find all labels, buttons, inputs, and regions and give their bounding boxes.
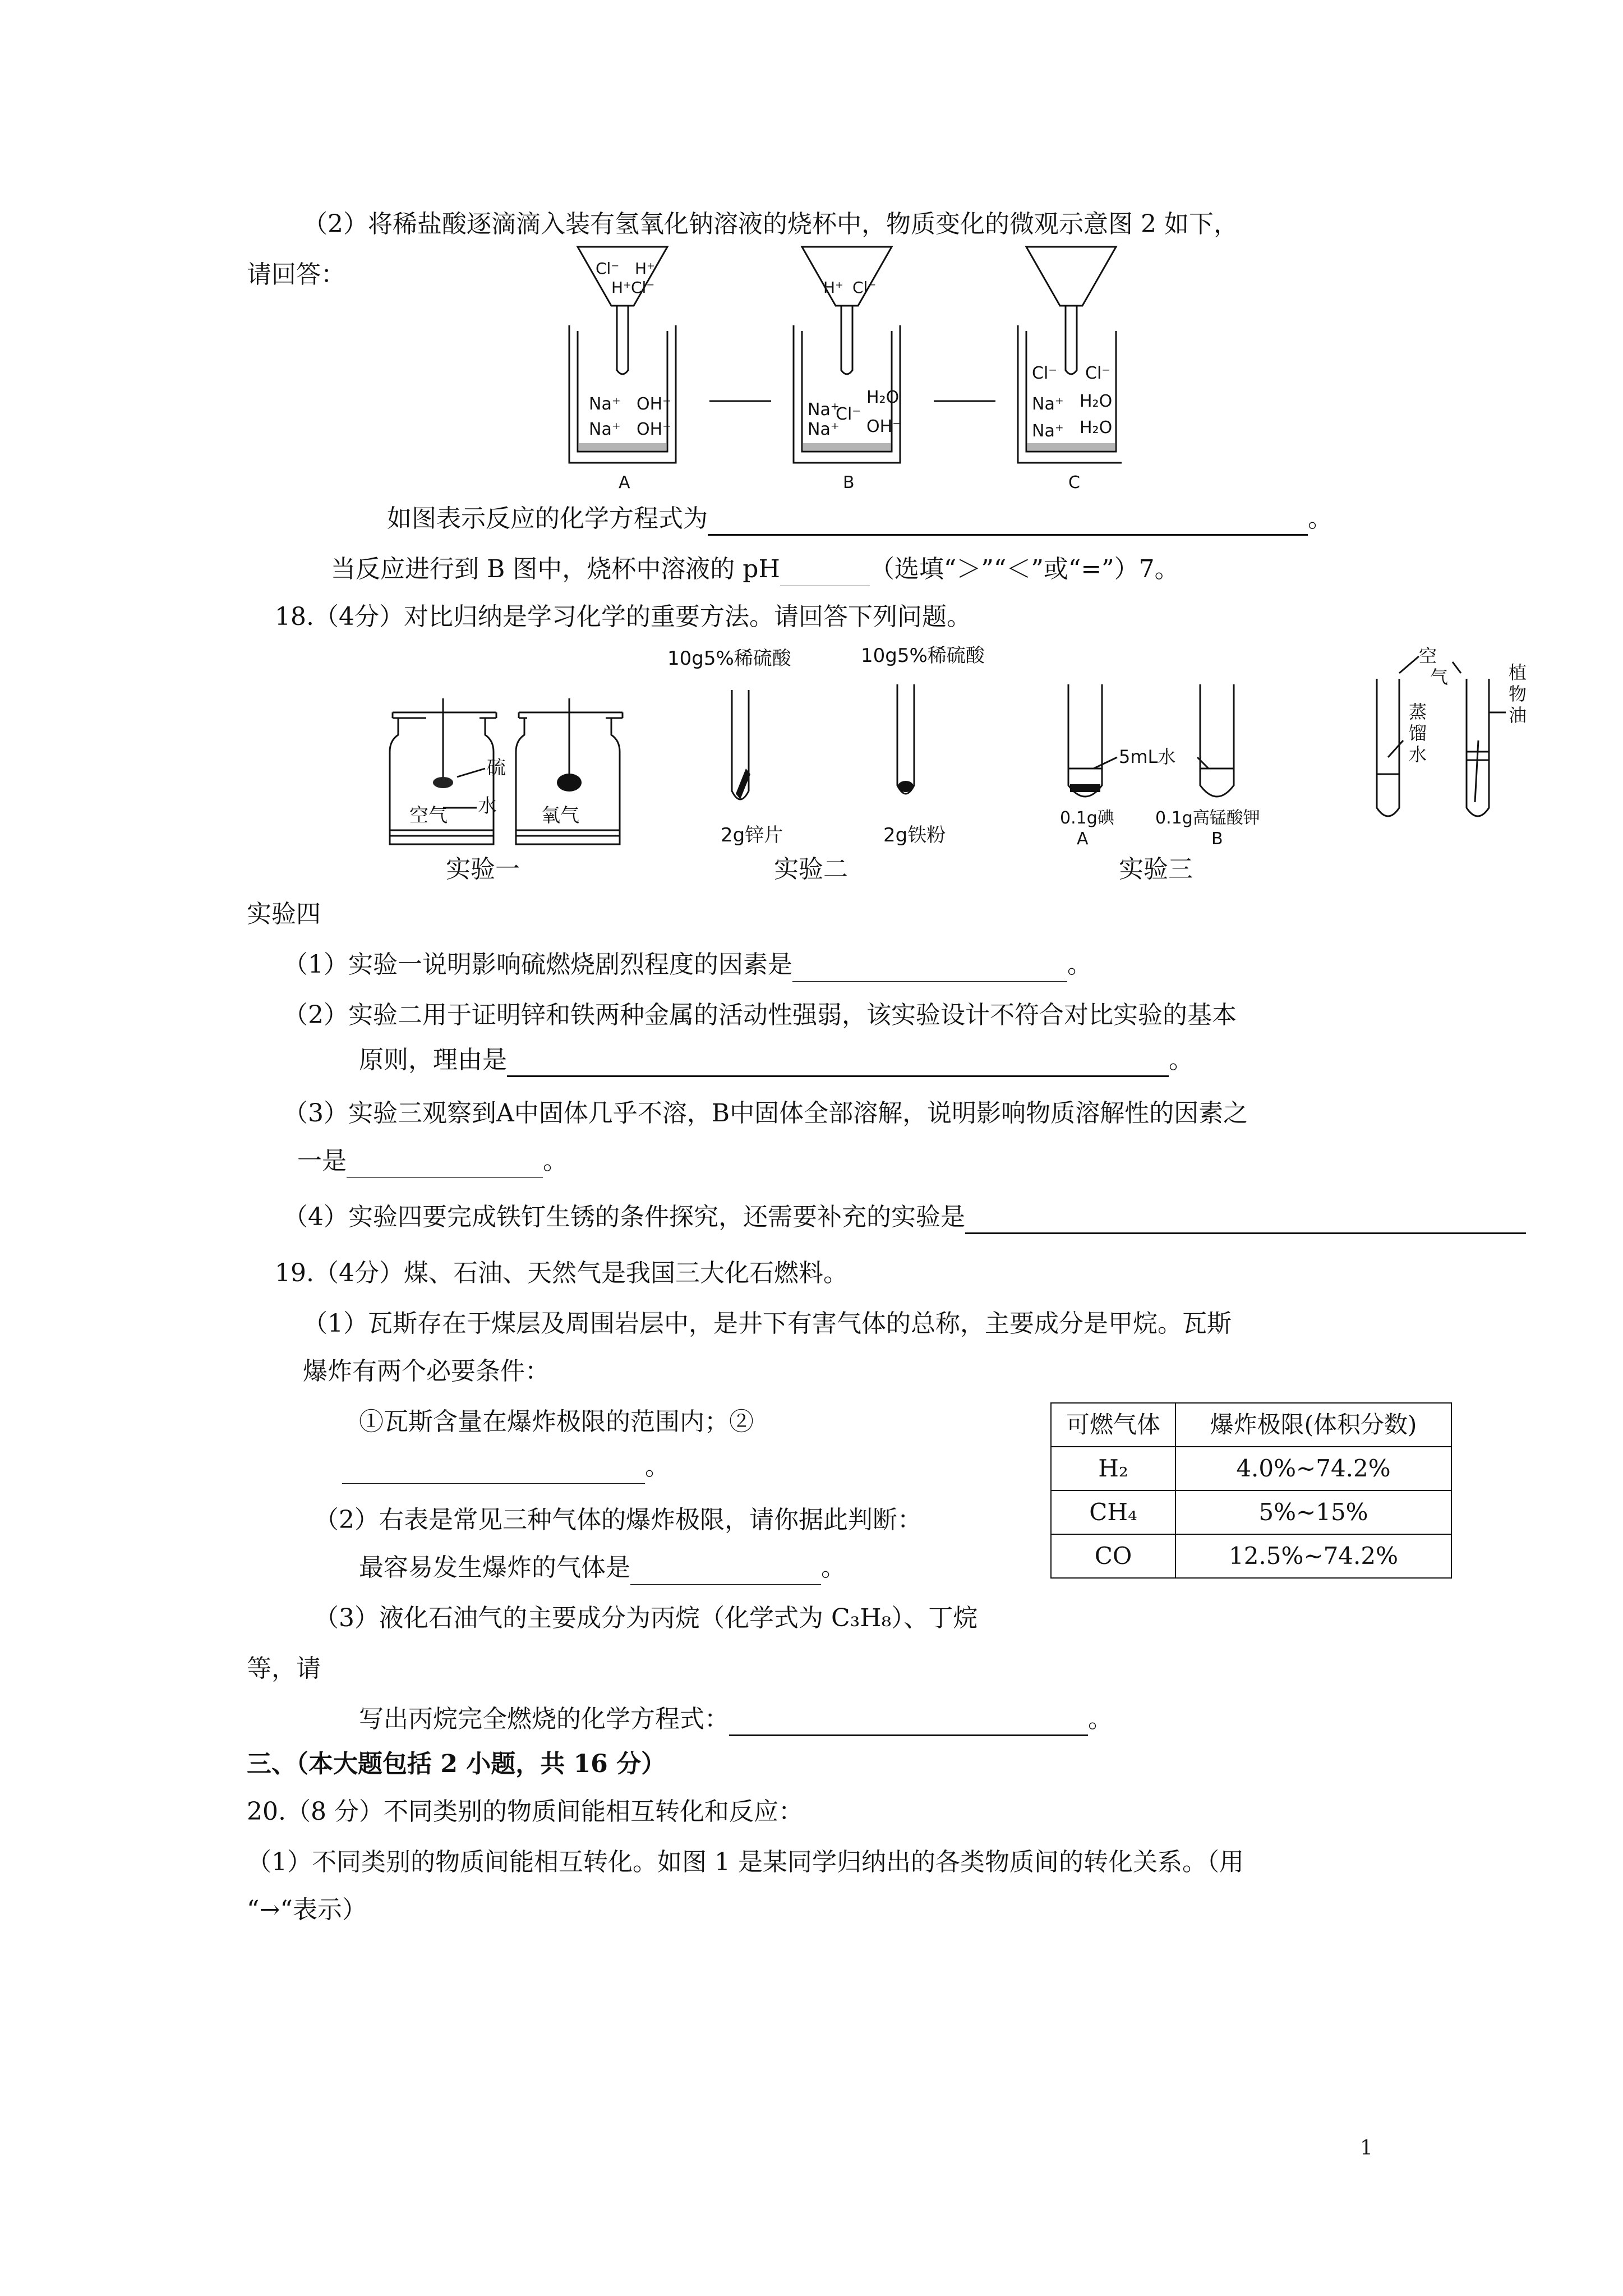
q17-2-ph-prompt: 当反应进行到 B 图中，烧杯中溶液的 pH: [331, 555, 780, 583]
ion-a-2: Na⁺: [589, 420, 621, 439]
q17-2-ph-blank[interactable]: [780, 561, 870, 586]
q18-sub3b-text: 一是: [297, 1147, 347, 1175]
q18-sub2-end: 。: [1169, 1046, 1193, 1074]
exp1-label-water: 水: [478, 795, 497, 817]
q19-sub3a: （3）液化石油气的主要成分为丙烷（化学式为 C₃H₈）、丁烷: [314, 1604, 978, 1632]
exp3-kmno4: 0.1g高锰酸钾: [1155, 808, 1260, 828]
q18-sub4-line: [283, 1200, 1526, 1234]
ion-c-0: Cl⁻: [1032, 364, 1058, 383]
table-header-row: [1051, 1403, 1451, 1447]
table-cell-gas: CH₄: [1051, 1490, 1175, 1534]
table-row: [1051, 1534, 1451, 1578]
experiment-1-figure: [381, 696, 628, 853]
q19-sub1c-blank-line: [342, 1450, 670, 1484]
experiment-3-figure: [1026, 673, 1307, 853]
exp1-label-air: 空气: [409, 804, 448, 827]
q17-2-equation-line: [387, 502, 1332, 536]
q18-title: 18.（4分）对比归纳是学习化学的重要方法。请回答下列问题。: [275, 602, 971, 631]
q17-2-ph-end: （选填“＞”“＜”或“=”）7。: [869, 555, 1179, 583]
q18-sub2b-line: [359, 1043, 1193, 1077]
q19-sub3-blank[interactable]: [729, 1710, 1088, 1736]
experiment-2-figure: [656, 639, 1004, 853]
table-cell-gas: CO: [1051, 1534, 1175, 1578]
ion-b-1: Cl⁻: [836, 404, 861, 424]
q19-sub3b: 等，请: [247, 1654, 321, 1683]
q19-sub2b-line: [359, 1551, 846, 1585]
q17-2-line2: 请回答：: [247, 260, 345, 289]
q18-sub2b-text: 原则，理由是: [359, 1046, 507, 1074]
q18-sub2a: （2）实验二用于证明锌和铁两种金属的活动性强弱，该实验设计不符合对比实验的基本: [283, 1001, 1237, 1029]
exp2-zinc: 2g锌片: [721, 824, 783, 846]
ion-c-2: Na⁺: [1032, 394, 1064, 414]
exp4-label-2: 蒸: [1409, 701, 1427, 723]
ion-a-0: Na⁺: [589, 394, 621, 414]
exp1-caption: 实验一: [446, 855, 520, 884]
ion-a-1: OH⁻: [637, 394, 672, 414]
exp4-label-7: 油: [1509, 705, 1527, 726]
q19-sub2-blank[interactable]: [630, 1559, 821, 1585]
q18-sub3-end: 。: [543, 1147, 568, 1175]
ion-c-1: Cl⁻: [1085, 364, 1111, 383]
exp4-label-6: 物: [1509, 683, 1527, 705]
ion-b-f1: Cl⁻: [852, 278, 877, 297]
table-header-limit: 爆炸极限(体积分数): [1175, 1403, 1451, 1447]
ion-a-f1: H⁺: [635, 259, 655, 278]
q19-sub1a: （1）瓦斯存在于煤层及周围岩层中，是井下有害气体的总称，主要成分是甲烷。瓦斯: [303, 1309, 1232, 1338]
exp4-label-5: 植: [1509, 662, 1527, 683]
q20-sub1a: （1）不同类别的物质间能相互转化。如图 1 是某同学归纳出的各类物质间的转化关系。（用: [247, 1848, 1244, 1876]
ion-b-f0: H⁺: [823, 278, 843, 297]
ion-c-3: H₂O: [1080, 392, 1113, 411]
section-3-title: 三、（本大题包括 2 小题，共 16 分）: [247, 1750, 666, 1778]
table-cell-limit: 4.0%~74.2%: [1175, 1447, 1451, 1490]
ion-b-4: OH⁻: [866, 417, 902, 436]
exp4-label-0: 空: [1419, 645, 1437, 666]
q19-title: 19.（4分）煤、石油、天然气是我国三大化石燃料。: [275, 1259, 848, 1287]
q18-sub3b-line: [297, 1144, 568, 1178]
beaker-diagram: [561, 241, 1122, 499]
q19-sub1b: 爆炸有两个必要条件：: [303, 1357, 550, 1386]
q18-sub2-blank[interactable]: [507, 1051, 1169, 1077]
exp3-label-a: A: [1077, 829, 1089, 849]
beaker-b-label: B: [843, 473, 855, 493]
exp2-caption: 实验二: [774, 855, 848, 884]
q19-sub2-end: 。: [821, 1553, 846, 1582]
q19-sub1c-end: 。: [645, 1452, 670, 1481]
ion-c-4: Na⁺: [1032, 421, 1064, 441]
exp2-acid-left: 10g5%稀硫酸: [667, 647, 791, 670]
q19-sub2a: （2）右表是常见三种气体的爆炸极限，请你据此判断：: [314, 1506, 922, 1534]
beaker-a-label: A: [619, 473, 630, 493]
table-cell-gas: H₂: [1051, 1447, 1175, 1490]
ion-b-0: Na⁺: [808, 400, 840, 420]
exp4-caption: 实验四: [247, 900, 321, 928]
exp3-iodine: 0.1g碘: [1060, 808, 1114, 828]
q19-sub3-end: 。: [1088, 1705, 1113, 1733]
q18-sub1-text: （1）实验一说明影响硫燃烧剧烈程度的因素是: [283, 950, 792, 979]
table-row: [1051, 1490, 1451, 1534]
exp3-label-b: B: [1211, 829, 1223, 849]
q18-sub4-blank[interactable]: [965, 1208, 1526, 1234]
exp4-label-3: 馏: [1409, 723, 1427, 744]
ion-b-3: Na⁺: [808, 420, 840, 439]
table-cell-limit: 5%~15%: [1175, 1490, 1451, 1534]
q19-sub1c: ①瓦斯含量在爆炸极限的范围内；②: [359, 1407, 754, 1436]
q19-sub2b-text: 最容易发生爆炸的气体是: [359, 1553, 630, 1582]
table-header-gas: 可燃气体: [1051, 1403, 1175, 1447]
explosion-limit-table: [1050, 1402, 1452, 1579]
q19-sub1-blank[interactable]: [342, 1458, 645, 1484]
q18-sub1-blank[interactable]: [792, 956, 1067, 982]
q18-sub1-end: 。: [1067, 950, 1092, 979]
q17-2-equation-blank[interactable]: [708, 509, 1308, 536]
q19-sub3c-line: [359, 1703, 1113, 1736]
exp2-acid-right: 10g5%稀硫酸: [861, 645, 985, 667]
q17-2-equation-prompt: 如图表示反应的化学方程式为: [387, 504, 708, 533]
q17-2-equation-end: 。: [1308, 504, 1332, 533]
q18-sub4-text: （4）实验四要完成铁钉生锈的条件探究，还需要补充的实验是: [283, 1203, 965, 1231]
beaker-a-sediment: [579, 443, 666, 451]
q17-2-line1: （2）将稀盐酸逐滴滴入装有氢氧化钠溶液的烧杯中，物质变化的微观示意图 2 如下，: [303, 210, 1238, 238]
q20-sub1b: “→“表示）: [247, 1895, 367, 1924]
beaker-c-label: C: [1068, 473, 1080, 493]
ion-b-2: H₂O: [866, 388, 900, 407]
exp3-caption: 实验三: [1119, 855, 1193, 884]
ion-a-f2: H⁺: [611, 278, 631, 297]
exp1-label-sulfur: 硫: [487, 757, 506, 779]
page-number: 1: [1360, 2137, 1373, 2160]
q17-2-ph-line: [331, 553, 1179, 586]
exp4-label-1: 气: [1430, 666, 1449, 688]
q18-sub3a: （3）实验三观察到A中固体几乎不溶，B中固体全部溶解，说明影响物质溶解性的因素之: [283, 1099, 1248, 1128]
ion-a-f3: Cl⁻: [631, 278, 655, 297]
q20-title: 20.（8 分）不同类别的物质间能相互转化和反应：: [247, 1797, 803, 1826]
q18-sub1-line: [283, 948, 1092, 982]
exp2-iron: 2g铁粉: [883, 824, 946, 846]
table-row: [1051, 1447, 1451, 1490]
ion-a-3: OH⁻: [637, 420, 672, 439]
exp1-label-oxygen: 氧气: [541, 804, 579, 827]
q19-sub3c-text: 写出丙烷完全燃烧的化学方程式：: [359, 1705, 729, 1733]
ion-a-f0: Cl⁻: [596, 259, 620, 278]
table-cell-limit: 12.5%~74.2%: [1175, 1534, 1451, 1578]
q18-sub3-blank[interactable]: [347, 1153, 543, 1178]
exp4-label-4: 水: [1409, 744, 1427, 765]
experiment-4-figure: [1368, 639, 1548, 830]
ion-c-5: H₂O: [1080, 418, 1113, 438]
exp3-water: 5mL水: [1119, 746, 1176, 767]
